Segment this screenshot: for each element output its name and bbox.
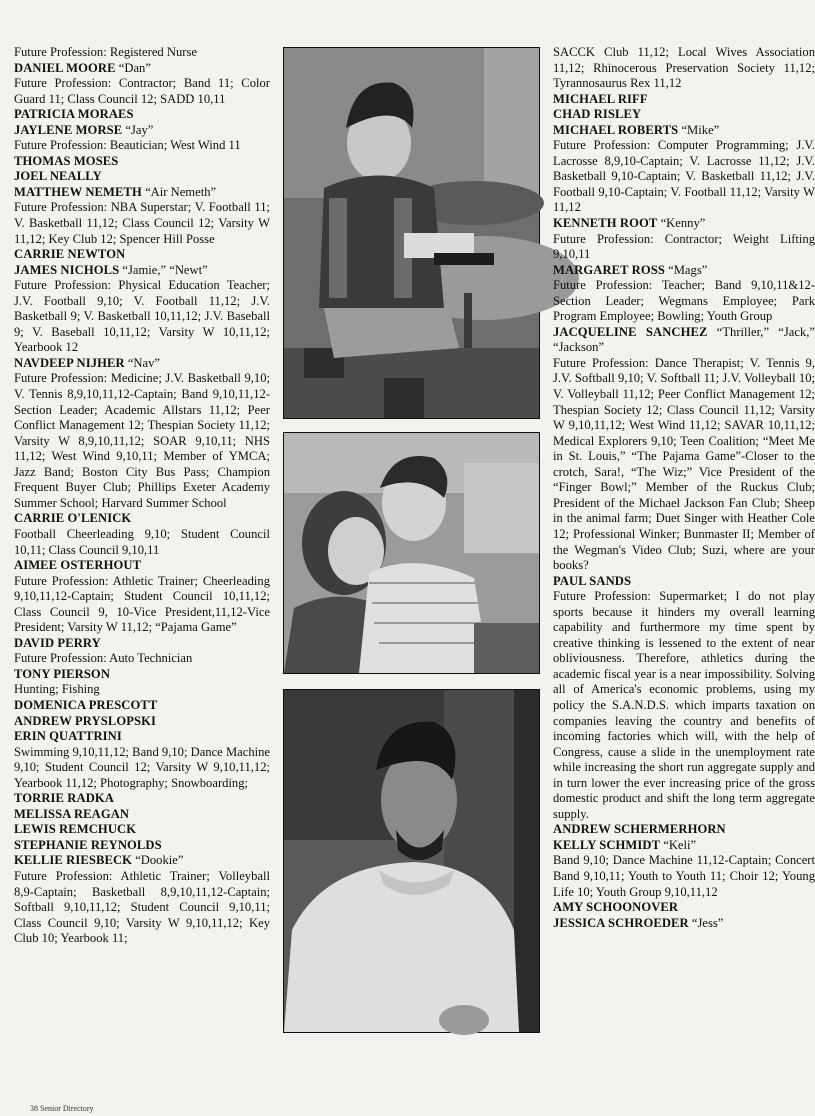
entry-8: [14, 263, 270, 356]
entry-detail: Hunting; Fishing: [14, 682, 100, 697]
student-nickname: “Jess”: [691, 915, 724, 930]
student-name: STEPHANIE REYNOLDS: [14, 837, 162, 852]
entry-2: [553, 107, 815, 123]
student-name: DANIEL MOORE: [14, 60, 116, 75]
student-nickname: “Kenny”: [660, 216, 706, 231]
entry-10: [14, 511, 270, 558]
student-nickname: “Nav”: [127, 355, 161, 370]
entry-15: [14, 714, 270, 730]
entry-detail: Future Profession: Computer Programming; J.V. Lacrosse 8,9,10-Captain; V. Lacrosse 11,12; J.V. Basketball 9,10-Captain; V. Basketball 11,12; J.V. Football 9,10-Captain; V. Football 11,12; Varsity W 11,12: [553, 138, 815, 215]
entry-10: [553, 900, 815, 916]
student-nickname: “Dan”: [118, 60, 151, 75]
entry-4: [14, 154, 270, 170]
student-name: JAYLENE MORSE: [14, 122, 123, 137]
student-nickname: “Jamie,” “Newt”: [122, 262, 208, 277]
student-name: KELLY SCHMIDT: [553, 837, 661, 852]
student-name: CARRIE O'LENICK: [14, 511, 132, 526]
entry-detail: Future Profession: NBA Superstar; V. Football 11; V. Basketball 11,12; Class Council 12; Varsity W 11,12; Key Club 12; Spencer Hill Posse: [14, 200, 270, 246]
photo-smiling-student: [283, 689, 540, 1033]
student-nickname: “Mags”: [668, 262, 708, 277]
student-nickname: “Air Nemeth”: [145, 184, 217, 199]
entry-detail: Future Profession: Registered Nurse: [14, 45, 197, 59]
entry-9: [14, 356, 270, 511]
student-name: DOMENICA PRESCOTT: [14, 697, 158, 712]
entry-detail: Future Profession: Teacher; Band 9,10,11&12-Section Leader; Wegmans Employee; Park Program Employee; Bowling; Youth Group: [553, 278, 815, 324]
student-name: KENNETH ROOT: [553, 216, 658, 231]
entry-14: [14, 698, 270, 714]
entry-0: [14, 45, 270, 61]
student-name: LEWIS REMCHUCK: [14, 822, 137, 837]
student-nickname: “Dookie”: [135, 853, 184, 868]
entry-detail: Football Cheerleading 9,10; Student Council 10,11; Class Council 9,10,11: [14, 526, 270, 557]
student-name: AMY SCHOONOVER: [553, 900, 679, 915]
entry-18: [14, 807, 270, 823]
student-name: MICHAEL ROBERTS: [553, 122, 679, 137]
student-name: CHAD RISLEY: [553, 107, 642, 122]
left-directory-column: [14, 45, 270, 947]
student-name: PAUL SANDS: [553, 573, 632, 588]
entry-0: [553, 45, 815, 92]
student-name: THOMAS MOSES: [14, 153, 119, 168]
entry-detail: Future Profession: Contractor; Band 11; Color Guard 11; Class Council 12; SADD 10,11: [14, 76, 270, 106]
entry-17: [14, 791, 270, 807]
student-nickname: “Keli”: [663, 837, 697, 852]
entry-19: [14, 822, 270, 838]
entry-8: [553, 822, 815, 838]
entry-21: [14, 853, 270, 946]
student-name: JAMES NICHOLS: [14, 262, 120, 277]
entry-4: [553, 216, 815, 263]
student-name: JESSICA SCHROEDER: [553, 915, 689, 930]
entry-7: [14, 247, 270, 263]
student-name: TORRIE RADKA: [14, 791, 114, 806]
student-name: ERIN QUATTRINI: [14, 729, 122, 744]
entry-detail: Future Profession: Auto Technician: [14, 651, 193, 666]
entry-detail: Future Profession: Athletic Trainer; Cheerleading 9,10,11,12-Captain; Student Council 10,11,12; Class Council 9, 10-Vice President,11,12-Vice President; Varsity W 11,12; “Pajama Game”: [14, 573, 270, 635]
student-name: KELLIE RIESBECK: [14, 853, 133, 868]
student-name: NAVDEEP NIJHER: [14, 355, 125, 370]
entry-5: [14, 169, 270, 185]
student-name: MICHAEL RIFF: [553, 91, 648, 106]
entry-1: [14, 61, 270, 108]
student-name: JACQUELINE SANCHEZ: [553, 324, 708, 339]
entry-detail: Future Profession: Athletic Trainer; Volleyball 8,9-Captain; Basketball 8,9,10,11,12-Captain; Softball 9,10,11,12; Student Council 9,10,11; Class Council 9,10; Varsity W 9,10,11,12; Key Club 10; Yearbook 11;: [14, 868, 270, 946]
entry-detail: Future Profession: Dance Therapist; V. Tennis 9, J.V. Softball 9,10; V. Softball 11; J.V. Volleyball 10; V. Volleyball 11,12; Peer Conflict Management 12; Thespian Society 12; Class Council 11,12; Varsity W 9,10,11,12; West Wind 11,12; SAVAR 10,11,12; Medical Explorers 9,10; Teen Coalition; “Meet Me in St. Louis,” “The Pajama Game”-Closer to the crotch, Sara!, “The Wiz;” Vice President of the “Finger Bowl;” Member of the Ruckus Club; President of the Michael Jackson Fan Club; Sheep in the animal farm; Duet Singer with Heather Cole 12; Professional Winker; Bunmaster II; Member of the Wegman's Video Club; Suzi, where are your books?: [553, 355, 815, 573]
entry-1: [553, 92, 815, 108]
entry-detail: Future Profession: Physical Education Teacher; J.V. Football 9,10; V. Football 11,12; J.V. Basketball 9; V. Basketball 10,11,12; J.V. Baseball 9; V. Baseball 10,11,12; Varsity W 10,11,12; Yearbook 12: [14, 278, 270, 355]
entry-6: [14, 185, 270, 247]
entry-7: [553, 574, 815, 823]
entry-16: [14, 729, 270, 791]
entry-detail: Band 9,10; Dance Machine 11,12-Captain; Concert Band 9,10,11; Youth to Youth 11; Choir 12; Young Life 10; Youth Group 9,10,11,12: [553, 853, 815, 899]
student-name: TONY PIERSON: [14, 666, 111, 681]
student-name: PATRICIA MORAES: [14, 107, 134, 122]
student-name: JOEL NEALLY: [14, 169, 102, 184]
entry-2: [14, 107, 270, 123]
entry-13: [14, 667, 270, 698]
entry-detail: Future Profession: Medicine; J.V. Basketball 9,10; V. Tennis 8,9,10,11,12-Captain; Band 9,10,11,12-Section Leader; Academic Allstars 11,12; Peer Conflict Management 12; Thespian Society 11,12; Varsity W 8,9,10,11,12; SOAR 9,10,11; NHS 11,12; West Wind 9,10,11; Member of YMCA; Jazz Band; Boston City Bus Pass; Champion Frequent Buyer Club; Phillips Exeter Academy Summer School; Harvard Summer School: [14, 371, 270, 510]
entry-detail: SACCK Club 11,12; Local Wives Association 11,12; Rhinocerous Preservation Society 11,12; Tyrannosaurus Rex 11,12: [553, 45, 815, 91]
student-name: MELISSA REAGAN: [14, 806, 130, 821]
entry-detail: Future Profession: Supermarket; I do not play sports because it hinders my overall learning capability and furthermore my time spent by creative thinking is lessened to the extent of near obliviousness. Therefore, athletics during the academic fiscal year is a near impossibility. Solving all of America's economic problems, using my policy the S.A.N.D.S. which imparts taxation on companies leaving the country and benefits of incoming factories which will, with the help of Congress, cause a slide in the unemployment rate while increasing the short run aggregate supply and in turn lower the ever increasing price of the gross domestic product and shift the long term aggregate supply.: [553, 589, 815, 821]
entry-11: [14, 558, 270, 636]
entry-12: [14, 636, 270, 667]
entry-detail: Swimming 9,10,11,12; Band 9,10; Dance Machine 9,10; Student Council 12; Varsity W 9,10,11,12; Yearbook 11,12; Photography; Snowboarding;: [14, 744, 270, 790]
entry-20: [14, 838, 270, 854]
student-nickname: “Jay”: [125, 122, 154, 137]
student-name: AIMEE OSTERHOUT: [14, 558, 142, 573]
right-directory-column: [553, 45, 815, 931]
entry-detail: Future Profession: Beautician; West Wind 11: [14, 138, 241, 153]
entry-3: [14, 123, 270, 154]
photo-student-at-table: [283, 47, 540, 419]
student-nickname: “Mike”: [681, 122, 720, 137]
page-footer: 38 Senior Directory: [30, 1104, 94, 1113]
entry-9: [553, 838, 815, 900]
student-name: CARRIE NEWTON: [14, 247, 126, 262]
student-name: ANDREW SCHERMERHORN: [553, 822, 726, 837]
student-name: ANDREW PRYSLOPSKI: [14, 713, 157, 728]
entry-3: [553, 123, 815, 216]
photo-two-students: [283, 432, 540, 674]
entry-5: [553, 263, 815, 325]
student-name: MARGARET ROSS: [553, 262, 665, 277]
student-name: DAVID PERRY: [14, 635, 101, 650]
student-nickname: “Thriller,” “Jack,” “Jackson”: [553, 324, 815, 355]
entry-detail: Future Profession: Contractor; Weight Lifting 9,10,11: [553, 231, 815, 262]
entry-6: [553, 325, 815, 574]
student-name: MATTHEW NEMETH: [14, 184, 142, 199]
entry-11: [553, 916, 815, 932]
